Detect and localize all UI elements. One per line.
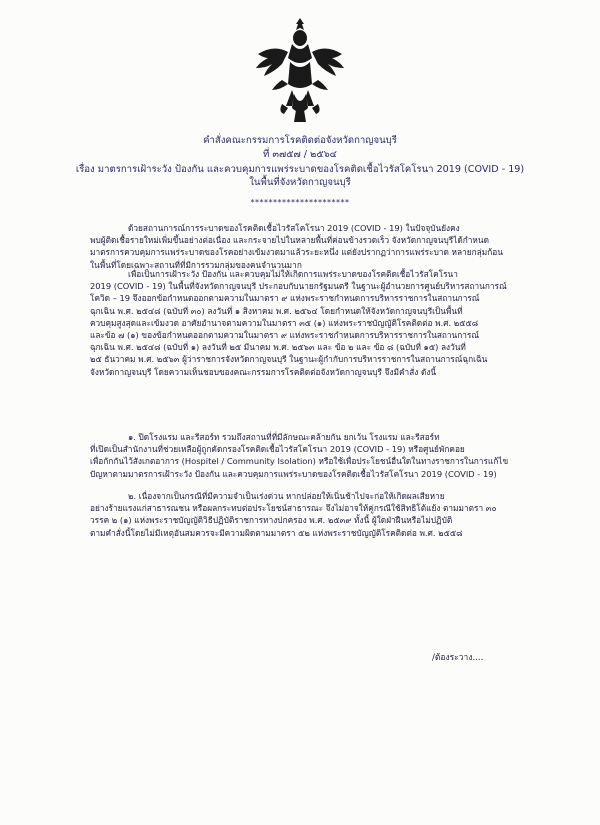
text-line: ด้วยสถานการณ์การระบาดของโรคติดเชื้อไวรัสโคโรนา 2019 (COVID - 19) ในปัจจุบันยังคง xyxy=(128,223,460,233)
text-line: ตามคำสั่งนี้โดยไม่มีเหตุอันสมควรจะมีความผิดตามมาตรา ๕๒ แห่งพระราชบัญญัติโรคติดต่อ พ.ศ. ๒๕๕๘ xyxy=(90,527,463,538)
text-line: ในพื้นที่โดยเฉพาะสถานที่ที่มีการรวมกลุ่มของคนจำนวนมาก xyxy=(90,259,302,270)
text-line: เพื่อกักกันไว้สังเกตอาการ (Hospitel / Community Isolation) หรือใช้เพื่อประโยชน์อื่นใดในทางราชการในการแก้ไข xyxy=(90,456,509,467)
continued-marker: /ต้องระวาง.... xyxy=(432,653,484,663)
order-title: คำสั่งคณะกรรมการโรคติดต่อจังหวัดกาญจนบุรี xyxy=(203,135,397,146)
text-line: ๑. ปิดโรงแรม และรีสอร์ท รวมถึงสถานที่ที่มีลักษณะคล้ายกัน ยกเว้น โรงแรม และรีสอร์ท xyxy=(128,432,440,442)
garuda-emblem-icon xyxy=(252,14,348,126)
paragraph-item-1 xyxy=(90,431,518,480)
text-line: เพื่อเป็นการเฝ้าระวัง ป้องกัน และควบคุมไม่ให้เกิดการแพร่ระบาดของโรคติดเชื้อไวรัสโคโรนา xyxy=(128,269,458,279)
separator-stars: ********************** xyxy=(250,198,350,207)
paragraph-item-2 xyxy=(90,490,518,539)
text-line: ที่เปิดเป็นสำนักงานที่ช่วยเหลือผู้ถูกคัดกรองโรคติดเชื้อไวรัสโคโรนา 2019 (COVID - 19) หรือศูนย์พักคอย xyxy=(90,444,465,455)
text-line: มาตรการควบคุมการแพร่ระบาดของโรคอย่างเข้มงวดมาแล้วระยะหนึ่ง แต่ยังปรากฏว่าการแพร่ระบาด หลายกลุ่มก้อน xyxy=(90,247,503,258)
order-subject-area: ในพื้นที่จังหวัดกาญจนบุรี xyxy=(249,177,351,188)
text-line: 2019 (COVID - 19) ในพื้นที่จังหวัดกาญจนบุรี ประกอบกับนายกรัฐมนตรี ในฐานะผู้อำนวยการศูนย์บริหารสถานการณ์ xyxy=(90,281,507,292)
text-line: อย่างร้ายแรงแก่สาธารณชน หรือผลกระทบต่อประโยชน์สาธารณะ จึงไม่อาจให้คู่กรณีใช้สิทธิโต้แย้ง ตามมาตรา ๓๐ xyxy=(90,503,497,514)
order-subject: เรื่อง มาตรการเฝ้าระวัง ป้องกัน และควบคุมการแพร่ระบาดของโรคติดเชื้อไวรัสโคโรนา 2019 (COVID - 19) xyxy=(75,164,525,175)
text-line: วรรค ๒ (๑) แห่งพระราชบัญญัติวิธีปฏิบัติราชการทางปกครอง พ.ศ. ๒๕๓๙ ทั้งนี้ ผู้ใดฝ่าฝืนหรือไม่ปฏิบัติ xyxy=(90,515,453,526)
paragraph-background xyxy=(90,222,518,271)
text-line: ฉุกเฉิน พ.ศ. ๒๕๔๘ (ฉบับที่ ๓๐) ลงวันที่ ๑ สิงหาคม พ.ศ. ๒๕๖๔ โดยกำหนดให้จังหวัดกาญจนบุรีเป็นพื้นที่ xyxy=(90,305,463,316)
text-line: และข้อ ๗ (๑) ของข้อกำหนดออกตามความในมาตรา ๙ แห่งพระราชกำหนดการบริหารราชการในสถานการณ์ xyxy=(90,330,480,341)
order-number: ที่ ๓๗๕๗ / ๒๕๖๔ xyxy=(263,149,337,160)
text-line: จังหวัดกาญจนบุรี โดยความเห็นชอบของคณะกรรมการโรคติดต่อจังหวัดกาญจนบุรี จึงมีคำสั่ง ดังนี้ xyxy=(90,366,437,377)
text-line: ควบคุมสูงสุดและเข้มงวด อาศัยอำนาจตามความในมาตรา ๓๕ (๑) แห่งพระราชบัญญัติโรคติดต่อ พ.ศ. ๒๕๕๘ xyxy=(90,317,479,328)
text-line: ปัญหาตามมาตรการเฝ้าระวัง ป้องกัน และควบคุมการแพร่ระบาดของโรคติดเชื้อไวรัสโคโรนา 2019 (COVID - 19) xyxy=(90,468,497,479)
paragraph-authority xyxy=(90,268,518,378)
text-line: ๒๕ ธันวาคม พ.ศ. ๒๕๖๓ ผู้ว่าราชการจังหวัดกาญจนบุรี ในฐานะผู้กำกับการบริหารราชการในสถานการณ์ฉุกเฉิน xyxy=(90,354,488,365)
text-line: ๒. เนื่องจากเป็นกรณีที่มีความจำเป็นเร่งด่วน หากปล่อยให้เนิ่นช้าไปจะก่อให้เกิดผลเสียหาย xyxy=(128,491,445,501)
text-line: พบผู้ติดเชื้อรายใหม่เพิ่มขึ้นอย่างต่อเนื่อง และกระจายไปในหลายพื้นที่ค่อนข้างรวดเร็ว จังหวัดกาญจนบุรีได้กำหนด xyxy=(90,235,489,246)
text-line: ฉุกเฉิน พ.ศ. ๒๕๔๘ (ฉบับที่ ๑) ลงวันที่ ๒๕ มีนาคม พ.ศ. ๒๕๖๓ และ ข้อ ๒ และ ข้อ ๘ (ฉบับที่ ๑๕) ลงวันที่ xyxy=(90,342,466,353)
text-line: โควิด – 19 จึงออกข้อกำหนดออกตามความในมาตรา ๙ แห่งพระราชกำหนดการบริหารราชการในสถานการณ์ xyxy=(90,293,480,304)
